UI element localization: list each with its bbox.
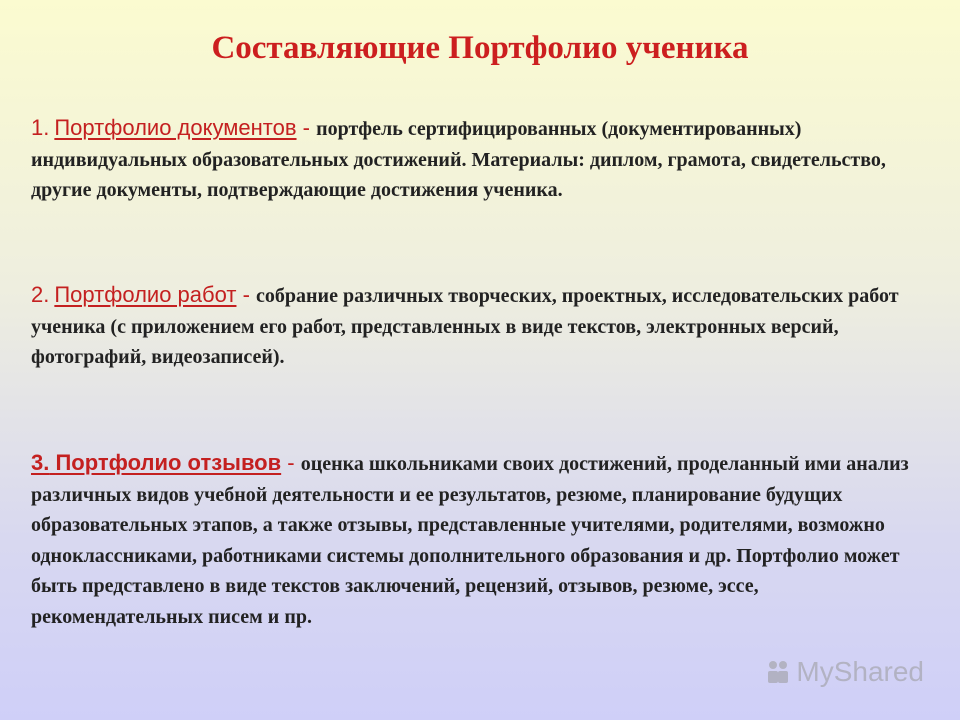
item-number: 1. <box>31 115 50 140</box>
watermark <box>764 656 924 688</box>
item-term: Портфолио документов <box>54 115 297 140</box>
item-term: Портфолио работ <box>54 282 237 307</box>
item-number: 3. <box>31 450 50 475</box>
portfolio-item-reviews <box>31 448 911 632</box>
item-term: Портфолио отзывов <box>55 450 282 475</box>
people-icon <box>764 657 792 687</box>
item-body: портфель сертифицированных (документированных) индивидуальных образовательных достижений. Материалы: диплом, грамота, свидетельство, другие документы, подтверждающие достижения ученика. <box>31 118 886 201</box>
watermark-text: MyShared <box>796 656 924 687</box>
item-dash: - <box>281 450 301 475</box>
slide-title: Составляющие Портфолио ученика <box>211 30 749 66</box>
item-body: оценка школьниками своих достижений, проделанный ими анализ различных видов учебной деятельности и ее результатов, резюме, планирование будущих образовательных этапов, а также отзывы, представленные учителями, родителями, возможно одноклассниками, работниками системы дополнительного образования и др. Портфолио может быть представлено в виде текстов заключений, рецензий, отзывов, резюме, эссе, рекомендательных писем и пр. <box>31 453 909 628</box>
portfolio-item-documents <box>31 113 911 206</box>
item-dash: - <box>296 115 317 140</box>
item-body: собрание различных творческих, проектных, исследовательских работ ученика (с приложением его работ, представленных в виде текстов, электронных версий, фотографий, видеозаписей). <box>31 285 899 368</box>
item-dash: - <box>236 282 257 307</box>
item-number: 2. <box>31 282 50 307</box>
portfolio-item-works <box>31 280 911 373</box>
